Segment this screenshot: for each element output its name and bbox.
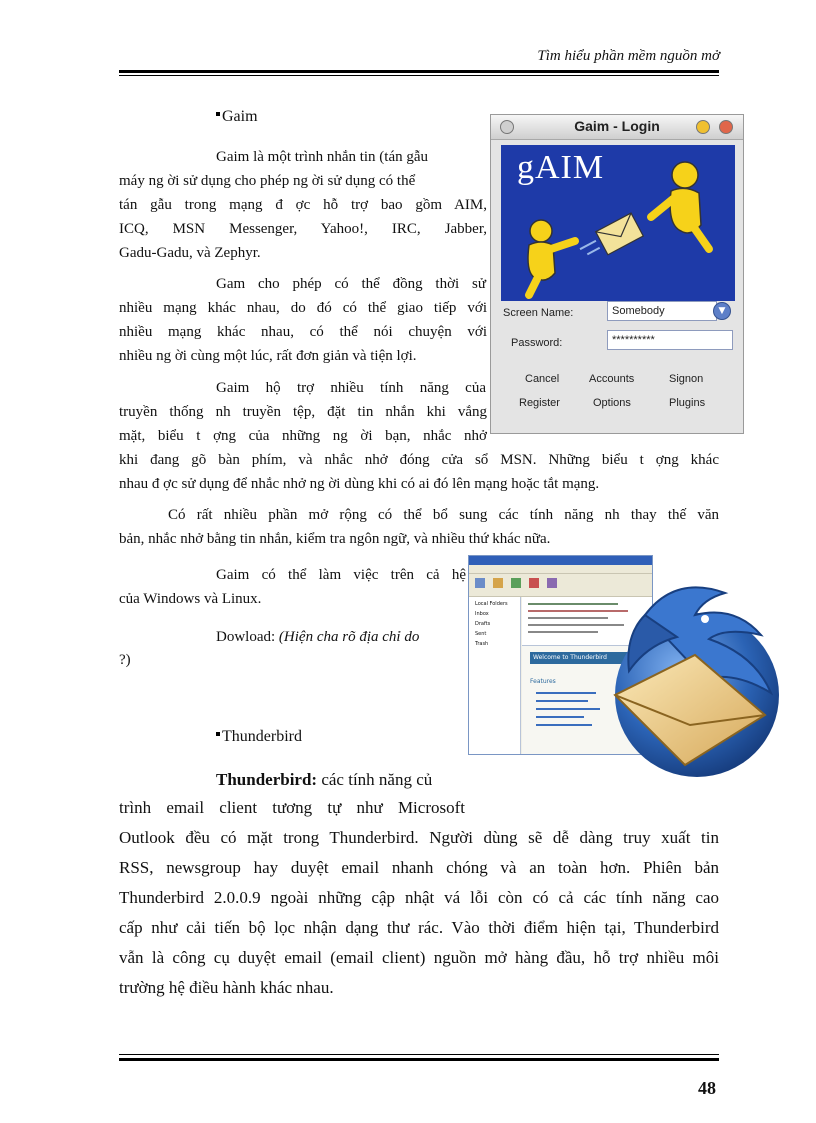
tb-line8: trường hệ điều hành khác nhau. — [119, 978, 334, 997]
gaim-p4-line2: bản, nhắc nhở bằng tin nhắn, kiểm tra ngôn ngữ, và nhiều thứ khác nữa. — [119, 531, 551, 547]
gaim-running-men-icon — [501, 145, 735, 301]
folder-item[interactable]: Drafts — [475, 621, 491, 627]
cancel-button[interactable]: Cancel — [525, 373, 560, 385]
password-value: ********** — [612, 334, 655, 346]
password-input[interactable] — [607, 330, 733, 350]
get-mail-icon[interactable] — [475, 578, 485, 588]
reply-icon[interactable] — [529, 578, 539, 588]
gaim-heading-text: Gaim — [222, 108, 258, 125]
feature-link[interactable] — [536, 716, 584, 718]
bullet-square — [216, 112, 220, 116]
gaim-p1-line1: Gaim là một trình nhắn tin (tán gẫu — [216, 149, 429, 165]
tb-welcome-banner: Welcome to Thunderbird — [530, 652, 642, 664]
close-icon[interactable] — [719, 120, 733, 134]
tb-titlebar — [469, 556, 652, 565]
gaim-p1-line3: tán gẫu trong mạng đ ợc hỗ trợ bao gồm AIM, — [119, 197, 487, 213]
feature-link[interactable] — [536, 700, 588, 702]
footer-rule-thin — [119, 1054, 719, 1055]
forward-icon[interactable] — [547, 578, 557, 588]
header-rule-thick — [119, 70, 719, 73]
plugins-button[interactable]: Plugins — [669, 397, 706, 409]
page-number: 48 — [698, 1078, 716, 1098]
running-header: Tìm hiểu phần mềm nguồn mở — [537, 48, 720, 64]
gaim-p2-line2: nhiều mạng khác nhau, do đó có thể giao tiếp với — [119, 300, 487, 316]
screen-name-value: Somebody — [612, 305, 665, 317]
gaim-p5-line1: Gaim có thể làm việc trên cả hệ — [216, 567, 466, 583]
gaim-login-window — [490, 114, 744, 434]
gaim-p5-line2: của Windows và Linux. — [119, 591, 262, 607]
gaim-banner — [501, 145, 735, 301]
thunderbird-heading — [216, 728, 302, 746]
tb-line4: RSS, newsgroup hay duyệt email nhanh chóng và an toàn hơn. Phiên bản — [119, 858, 719, 877]
bullet-square — [216, 732, 220, 736]
chevron-down-icon[interactable]: ▼ — [713, 302, 731, 320]
tb-features-heading: Features — [530, 678, 556, 685]
gaim-p3-line2: truyền thống nh truyền tệp, đặt tin nhắn khi vắng — [119, 404, 487, 420]
options-button[interactable]: Options — [593, 397, 631, 409]
register-button[interactable]: Register — [519, 397, 560, 409]
tb-line6: cấp như cải tiến bộ lọc nhận dạng thư rác. Vào thời điểm hiện tại, Thunderbird — [119, 918, 719, 937]
folder-item[interactable]: Local Folders — [475, 601, 508, 607]
screen-name-combo[interactable] — [607, 301, 717, 321]
thunderbird-logo-icon — [585, 575, 785, 800]
folder-item[interactable]: Sent — [475, 631, 487, 637]
tb-line2: trình email client tương tự như Microsoft — [119, 798, 465, 817]
tb-menubar — [469, 565, 652, 574]
folder-item[interactable]: Inbox — [475, 611, 489, 617]
signon-button[interactable]: Signon — [669, 373, 704, 385]
tb-folder-pane — [469, 597, 521, 754]
gaim-p2-line3: nhiều mạng khác nhau, có thể nói chuyện với — [119, 324, 487, 340]
gaim-p1-line5: Gadu-Gadu, và Zephyr. — [119, 245, 261, 261]
footer-rule-thick — [119, 1058, 719, 1061]
gaim-p3-line3: mặt, biểu t ợng của những ng ời bạn, nhắc nhở — [119, 428, 487, 444]
download-label: Dowload: — [216, 629, 279, 645]
gaim-p3-line5: nhau đ ợc sử dụng để nhắc nhở ng ời dùng khi có ai đó lên mạng hoặc tắt mạng. — [119, 476, 600, 492]
gaim-p4-line1: Có rất nhiều phần mở rộng có thể bổ sung các tính năng nh thay thế văn — [168, 507, 719, 523]
tb-line7: vẫn là công cụ duyệt email (email client) nguồn mở hàng đầu, hỗ trợ nhiều môi — [119, 948, 719, 967]
download-note: (Hiện cha rõ địa chỉ do — [278, 629, 420, 645]
download-line — [216, 625, 476, 650]
gaim-p3-line4: khi đang gõ bàn phím, và nhắc nhở đóng cửa sổ MSN. Những biểu t ợng khác — [119, 452, 719, 468]
gaim-window-title: Gaim - Login — [574, 118, 660, 134]
write-icon[interactable] — [493, 578, 503, 588]
gaim-p2-line4: nhiều ng ời cùng một lúc, rất đơn giản và tiện lợi. — [119, 348, 417, 364]
gaim-p1-line2: máy ng ời sử dụng cho phép ng ời sử dụng có thể — [119, 173, 416, 189]
gaim-p2-line1: Gam cho phép có thể đồng thời sử — [216, 276, 486, 292]
tb-line1-rest: các tính năng củ — [317, 770, 433, 789]
minimize-icon[interactable] — [696, 120, 710, 134]
gaim-titlebar — [491, 115, 743, 140]
download-tail: ?) — [119, 652, 131, 668]
accounts-button[interactable]: Accounts — [589, 373, 635, 385]
folder-item[interactable]: Trash — [475, 641, 489, 647]
password-label: Password: — [511, 337, 563, 349]
screen-name-label: Screen Name: — [503, 307, 574, 319]
gaim-heading — [216, 108, 258, 126]
feature-link[interactable] — [536, 724, 592, 726]
tb-lead-bold: Thunderbird: — [216, 770, 318, 789]
tb-line3: Outlook đều có mặt trong Thunderbird. Người dùng sẽ dễ dàng truy xuất tin — [119, 828, 719, 847]
tb-line5: Thunderbird 2.0.0.9 ngoài những cập nhật vá lỗi còn có cả các tính năng cao — [119, 888, 719, 907]
gaim-p1-line4: ICQ, MSN Messenger, Yahoo!, IRC, Jabber, — [119, 221, 487, 237]
address-book-icon[interactable] — [511, 578, 521, 588]
tb-line1 — [216, 766, 474, 794]
thunderbird-heading-text: Thunderbird — [222, 728, 302, 745]
gaim-p3-line1: Gaim hộ trợ nhiều tính năng của — [216, 380, 486, 396]
gaim-logo: gAIM — [517, 149, 605, 186]
header-rule-thin — [119, 75, 719, 76]
